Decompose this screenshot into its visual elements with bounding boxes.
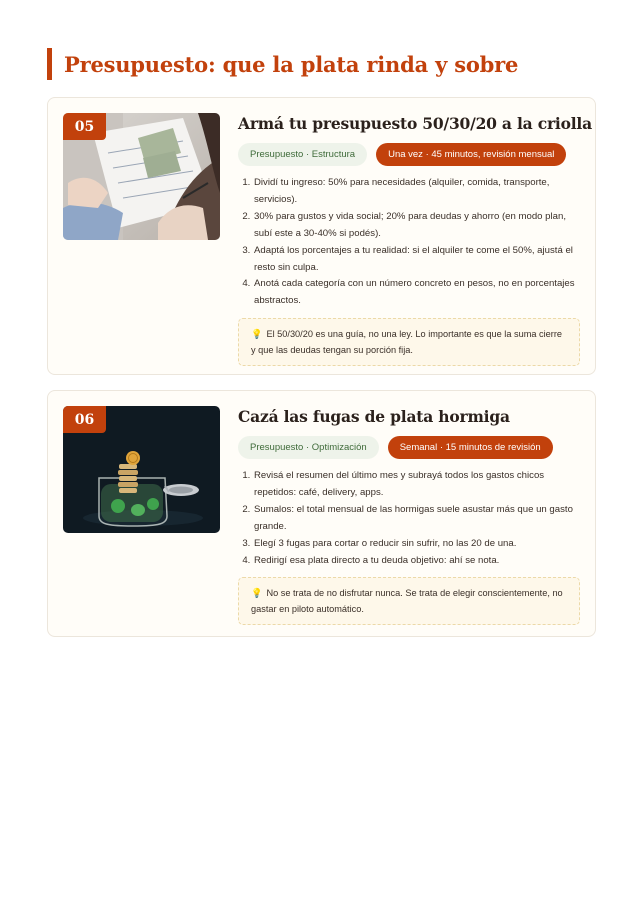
list-item: 4. Redirigí esa plata directo a tu deuda objetivo: ahí se nota. [253,553,580,570]
tip-card [47,97,596,375]
category-tag: Presupuesto · Estructura [238,143,367,166]
lightbulb-icon: 💡 [251,329,263,340]
tip-text: El 50/30/20 es una guía, no una ley. Lo importante es que la suma cierre y que las deudas tengan su porción fija. [251,329,562,356]
page-title: Presupuesto: que la plata rinda y sobre [64,51,519,77]
card-image [63,113,220,240]
section-heading [47,48,518,80]
tip-callout [238,318,580,366]
category-tag: Presupuesto · Optimización [238,436,379,459]
lightbulb-icon: 💡 [251,588,263,599]
list-item: 3. Elegí 3 fugas para cortar o reducir sin sufrir, no las 20 de una. [253,536,580,553]
card-title: Cazá las fugas de plata hormiga [238,407,510,426]
tip-callout [238,577,580,625]
list-item: 2. 30% para gustos y vida social; 20% para deudas y ahorro (en modo plan, subí este a 30-40% si podés). [253,209,580,243]
tip-card [47,390,596,637]
list-item: 3. Adaptá los porcentajes a tu realidad: si el alquiler te come el 50%, ajustá el resto sin culpa. [253,243,580,277]
card-image [63,406,220,533]
steps-list [238,175,580,310]
tag-row [238,436,580,459]
list-item: 1. Dividí tu ingreso: 50% para necesidades (alquiler, comida, transporte, servicios). [253,175,580,209]
frequency-tag: Una vez · 45 minutos, revisión mensual [376,143,566,166]
frequency-tag: Semanal · 15 minutos de revisión [388,436,553,459]
steps-list [238,468,580,569]
tag-row [238,143,580,166]
list-item: 2. Sumalos: el total mensual de las hormigas suele asustar más que un gasto grande. [253,502,580,536]
step-number-badge: 05 [63,113,106,140]
tip-text: No se trata de no disfrutar nunca. Se trata de elegir conscientemente, no gastar en piloto automático. [251,588,563,615]
list-item: 1. Revisá el resumen del último mes y subrayá todos los gastos chicos repetidos: café, delivery, apps. [253,468,580,502]
step-number-badge: 06 [63,406,106,433]
list-item: 4. Anotá cada categoría con un número concreto en pesos, no en porcentajes abstractos. [253,276,580,310]
card-title: Armá tu presupuesto 50/30/20 a la criolla [238,114,592,133]
card-content [238,406,580,625]
card-content [238,113,592,366]
